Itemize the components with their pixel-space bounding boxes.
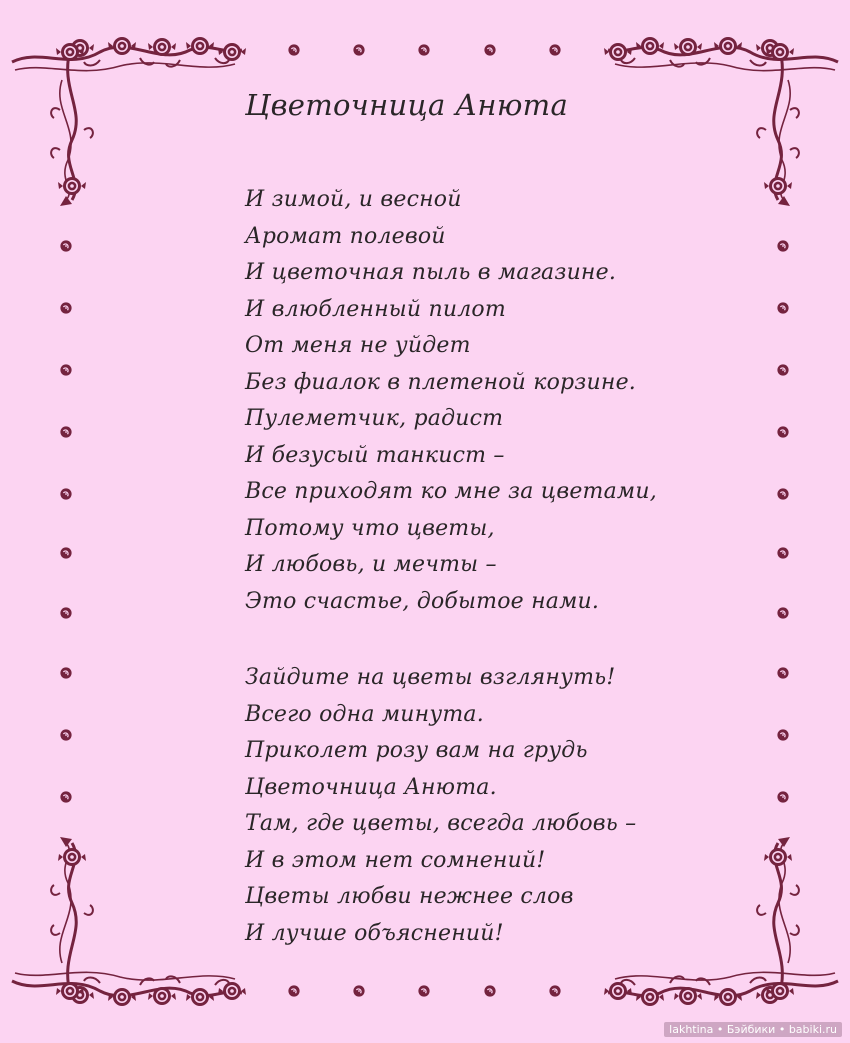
poem-line: Все приходят ко мне за цветами,	[245, 479, 657, 504]
poem-line: От меня не уйдет	[245, 333, 471, 358]
poem-line: Аромат полевой	[245, 223, 446, 249]
stanza-1	[245, 182, 657, 620]
watermark: lakhtina • Бэйбики • babiki.ru	[664, 1022, 842, 1037]
poem-line: Без фиалок в плетеной корзине.	[245, 369, 636, 395]
poem-line: И безусый танкист –	[245, 442, 505, 468]
poem-line: И в этом нет сомнений!	[245, 847, 546, 873]
poem-line: Цветы любви нежнее слов	[245, 884, 574, 909]
poem-line: Потому что цветы,	[245, 515, 495, 541]
poem-line: Пулеметчик, радист	[245, 406, 504, 431]
corner-top-right-icon	[604, 37, 838, 206]
poem-line: Цветочница Анюта.	[245, 774, 497, 800]
stanza-2	[245, 660, 636, 952]
poem-line: Это счастье, добытое нами.	[245, 588, 600, 614]
corner-top-left-icon	[12, 37, 246, 206]
poem-line: И цветочная пыль в магазине.	[245, 260, 617, 285]
poem-line: Приколет розу вам на грудь	[245, 738, 588, 763]
poem-line: Зайдите на цветы взглянуть!	[245, 665, 616, 690]
poem-line: Всего одна минута.	[245, 701, 484, 727]
poem-line: И любовь, и мечты –	[245, 552, 497, 577]
poem-line: Там, где цветы, всегда любовь –	[245, 811, 637, 836]
corner-bottom-right-icon	[604, 837, 838, 1006]
poem-title: Цветочница Анюта	[245, 88, 569, 122]
corner-bottom-left-icon	[12, 837, 246, 1006]
poem-line: И лучше объяснений!	[245, 920, 504, 946]
poem-line: И зимой, и весной	[245, 187, 462, 212]
poem-line: И влюбленный пилот	[245, 296, 506, 322]
